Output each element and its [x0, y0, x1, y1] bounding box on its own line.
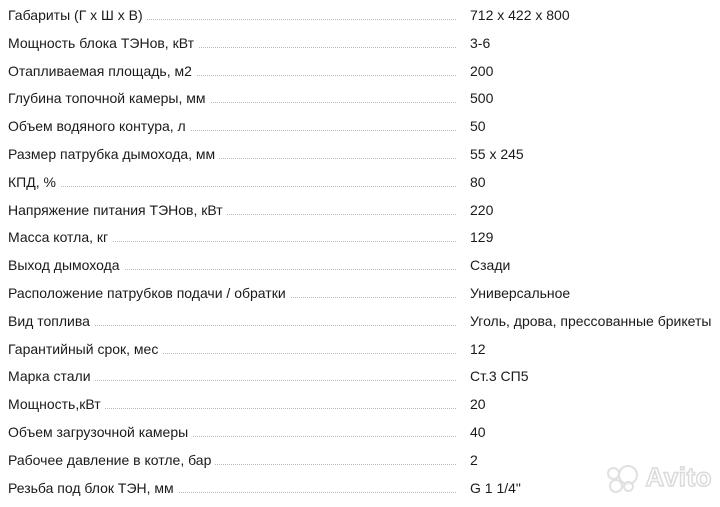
spec-label: Вид топлива — [8, 308, 94, 336]
spec-value: Сзади — [470, 257, 511, 274]
spec-row — [8, 2, 720, 30]
spec-label: Рабочее давление в котле, бар — [8, 447, 215, 475]
spec-row — [8, 58, 720, 86]
spec-label: Выход дымохода — [8, 252, 124, 280]
spec-row — [8, 336, 720, 364]
spec-row — [8, 113, 720, 141]
spec-value: 200 — [470, 62, 494, 79]
spec-value: 712 х 422 х 800 — [470, 7, 570, 23]
watermark-text: Avito — [645, 462, 712, 492]
spec-label: Объем загрузочной камеры — [8, 419, 192, 447]
spec-label: Расположение патрубков подачи / обратки — [8, 280, 290, 308]
spec-value: 50 — [470, 118, 486, 135]
spec-row — [8, 391, 720, 419]
spec-label: Габариты (Г х Ш х В) — [8, 2, 147, 30]
dotted-leader — [8, 186, 456, 187]
spec-row — [8, 224, 720, 252]
spec-label: Глубина топочной камеры, мм — [8, 85, 210, 113]
spec-row — [8, 30, 720, 58]
spec-row — [8, 280, 720, 308]
spec-value: 20 — [470, 396, 486, 413]
spec-value: Универсальное — [470, 284, 571, 301]
spec-row — [8, 308, 720, 336]
spec-label: Гарантийный срок, мес — [8, 336, 162, 364]
spec-row — [8, 363, 720, 391]
avito-logo-icon — [607, 465, 641, 491]
spec-value: 129 — [470, 229, 494, 246]
spec-label: Отапливаемая площадь, м2 — [8, 58, 196, 86]
spec-value: G 1 1/4" — [470, 479, 521, 496]
spec-value: 220 — [470, 201, 494, 218]
spec-value: 40 — [470, 423, 486, 440]
spec-row — [8, 85, 720, 113]
spec-value: 12 — [470, 340, 486, 357]
specs-table — [8, 2, 720, 502]
spec-label: Объем водяного контура, л — [8, 113, 190, 141]
spec-label: Размер патрубка дымохода, мм — [8, 141, 219, 169]
spec-value: 500 — [470, 90, 494, 107]
spec-label: КПД, % — [8, 169, 60, 197]
spec-label: Марка стали — [8, 363, 95, 391]
spec-label: Мощность блока ТЭНов, кВт — [8, 30, 198, 58]
avito-watermark — [607, 462, 712, 493]
spec-value: Ст.3 СП5 — [470, 368, 529, 385]
spec-label: Резьба под блок ТЭН, мм — [8, 475, 178, 503]
spec-value: 2 — [470, 451, 478, 468]
spec-value: Уголь, дрова, прессованные брикеты — [470, 312, 712, 329]
spec-row — [8, 169, 720, 197]
spec-value: 55 х 245 — [470, 145, 524, 162]
spec-value: 3-6 — [470, 34, 491, 51]
spec-row — [8, 197, 720, 225]
spec-row — [8, 419, 720, 447]
spec-label: Масса котла, кг — [8, 224, 112, 252]
spec-value: 80 — [470, 173, 486, 190]
spec-label: Напряжение питания ТЭНов, кВт — [8, 197, 227, 225]
spec-row — [8, 252, 720, 280]
spec-label: Мощность,кВт — [8, 391, 105, 419]
spec-row — [8, 141, 720, 169]
